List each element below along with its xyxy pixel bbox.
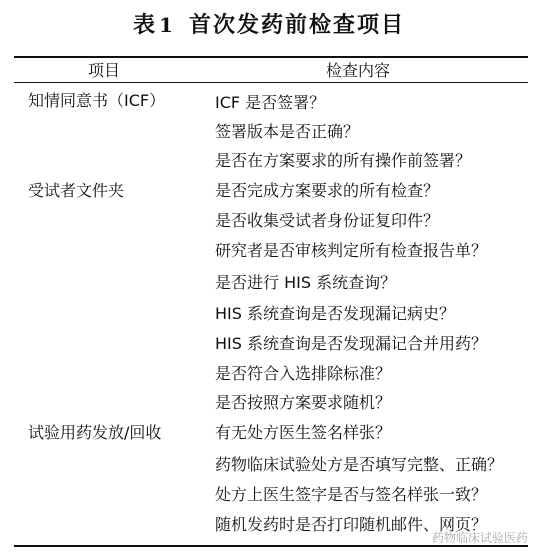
category-subject-folder: 受试者文件夹 <box>28 181 125 200</box>
check-item-4: 是否完成方案要求的所有检查？ <box>215 181 440 200</box>
check-item-11: 是否按照方案要求随机？ <box>215 393 392 412</box>
header-check: 检查内容 <box>326 61 391 80</box>
check-item-10: 是否符合入选排除标准？ <box>215 364 392 383</box>
check-item-12: 有无处方医生签名样张？ <box>215 423 392 442</box>
check-item-3: 是否在方案要求的所有操作前签署？ <box>215 151 472 170</box>
header-rule <box>14 82 528 83</box>
header-item: 项目 <box>88 61 121 80</box>
check-item-1: ICF 是否签署？ <box>215 93 326 112</box>
title-number: 1 <box>159 13 175 37</box>
check-item-15: 随机发药时是否打印随机邮件、网页？ <box>215 515 488 534</box>
check-item-9: HIS 系统查询是否发现漏记合并用药？ <box>215 334 487 353</box>
table-title <box>0 8 538 39</box>
title-prefix: 表 <box>133 13 158 38</box>
check-item-13: 药物临床试验处方是否填写完整、正确？ <box>215 455 504 474</box>
category-drug-dispense: 试验用药发放/回收 <box>28 423 162 442</box>
check-item-14: 处方上医生签字是否与签名样张一致？ <box>215 485 488 504</box>
title-text: 首次发药前检查项目 <box>188 13 405 38</box>
check-item-7: 是否进行 HIS 系统查询？ <box>215 273 397 292</box>
check-item-5: 是否收集受试者身份证复印件？ <box>215 211 440 230</box>
watermark: 药物临床试验医药 <box>431 531 528 545</box>
check-item-6: 研究者是否审核判定所有检查报告单？ <box>215 241 488 260</box>
category-icf: 知情同意书（ICF） <box>28 91 166 110</box>
check-item-2: 签署版本是否正确？ <box>215 122 360 141</box>
check-item-8: HIS 系统查询是否发现漏记病史？ <box>215 304 455 323</box>
